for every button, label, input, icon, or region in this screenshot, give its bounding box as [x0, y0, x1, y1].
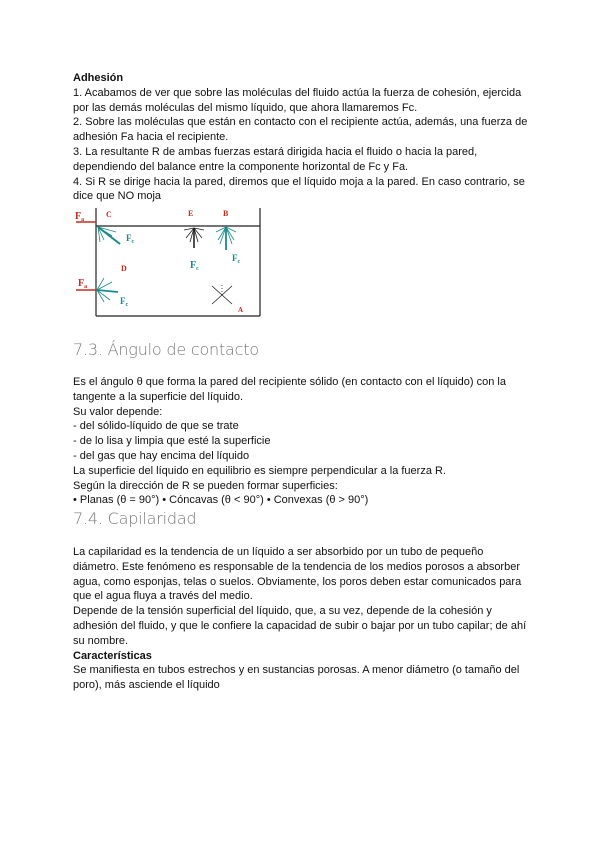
molecule-a-forces: [212, 284, 232, 304]
adhesion-point-4: 4. Si R se dirige hacia la pared, diremos que el líquido moja a la pared. En caso contrario, se dice que NO moja: [73, 175, 525, 203]
capilaridad-paragraph-2: Depende de la tensión superficial del líquido, que, a su vez, depende de la cohesión y adhesión del fluido, y que le confiere la capacidad de subir o bajar por un tubo capilar; de ahí su nombre.: [73, 605, 527, 647]
angulo-section: [73, 375, 528, 508]
molecule-d-forces: [97, 278, 118, 302]
label-e: E: [188, 209, 194, 218]
fc-e-label: $F_c$: [190, 260, 199, 272]
label-a: A: [238, 306, 244, 314]
capilaridad-paragraph-1: La capilaridad es la tendencia de un líquido a ser absorbido por un tubo de pequeño diámetro. Este fenómeno es responsable de la tendencia de los medios porosos a absorber agua, como esponjas, telas o suelos. Obviamente, los poros deben estar comunicados para que el agua fluya a través del medio.: [73, 546, 522, 603]
angulo-line: - de lo lisa y limpia que esté la superficie: [73, 435, 271, 448]
adhesion-title: Adhesión: [73, 72, 124, 84]
adhesion-point-2: 2. Sobre las moléculas que están en contacto con el recipiente actúa, además, una fuerza de adhesión Fa hacia el recipiente.: [73, 116, 528, 144]
angulo-line: La superficie del líquido en equilibrio es siempre perpendicular a la fuerza R.: [73, 464, 446, 477]
fc-b-label: $F_c$: [232, 253, 241, 265]
fc-c-label: $F_c$: [126, 233, 135, 245]
capilaridad-section: [73, 545, 528, 693]
adhesion-point-3: 3. La resultante R de ambas fuerzas estará dirigida hacia el fluido o hacia la pared, dependiendo del balance entre la componente horizontal de Fc y Fa.: [73, 145, 478, 173]
heading-angulo-contacto: 7.3. Ángulo de contacto: [73, 340, 259, 359]
angulo-line: Su valor depende:: [73, 405, 163, 418]
angulo-line: - del gas que hay encima del líquido: [73, 449, 250, 462]
capilaridad-paragraph-3: Se manifiesta en tubos estrechos y en sustancias porosas. A menor diámetro (o tamaño del poro), más asciende el líquido: [73, 664, 520, 692]
adhesion-section: [73, 71, 528, 204]
heading-capilaridad: 7.4. Capilaridad: [73, 509, 197, 528]
label-d: D: [121, 264, 127, 273]
angulo-line: • Planas (θ = 90°) • Cóncavas (θ < 90°) • Convexas (θ > 90°): [73, 494, 369, 507]
caracteristicas-subheading: Características: [73, 649, 152, 662]
fa-bottom-label: $F_a$: [78, 278, 88, 290]
molecule-b-forces: [216, 227, 236, 250]
angulo-line: Según la dirección de R se pueden formar superficies:: [73, 479, 338, 492]
fa-top-label: $F_a$: [75, 211, 85, 223]
angulo-line: - del sólido-líquido de que se trate: [73, 420, 239, 433]
adhesion-diagram: [74, 206, 274, 318]
label-c: C: [106, 210, 112, 219]
label-b: B: [223, 209, 229, 218]
angulo-line: Es el ángulo θ que forma la pared del recipiente sólido (en contacto con el líquido) con la tangente a la superficie del líquido.: [73, 376, 506, 403]
molecule-c-forces: [98, 227, 120, 244]
fc-d-label: $F_c$: [120, 296, 129, 308]
adhesion-point-1: 1. Acabamos de ver que sobre las moléculas del fluido actúa la fuerza de cohesión, ejercida por las demás moléculas del mismo líquido, que ahora llamaremos Fc.: [73, 86, 522, 114]
molecule-e-forces: [184, 228, 204, 248]
